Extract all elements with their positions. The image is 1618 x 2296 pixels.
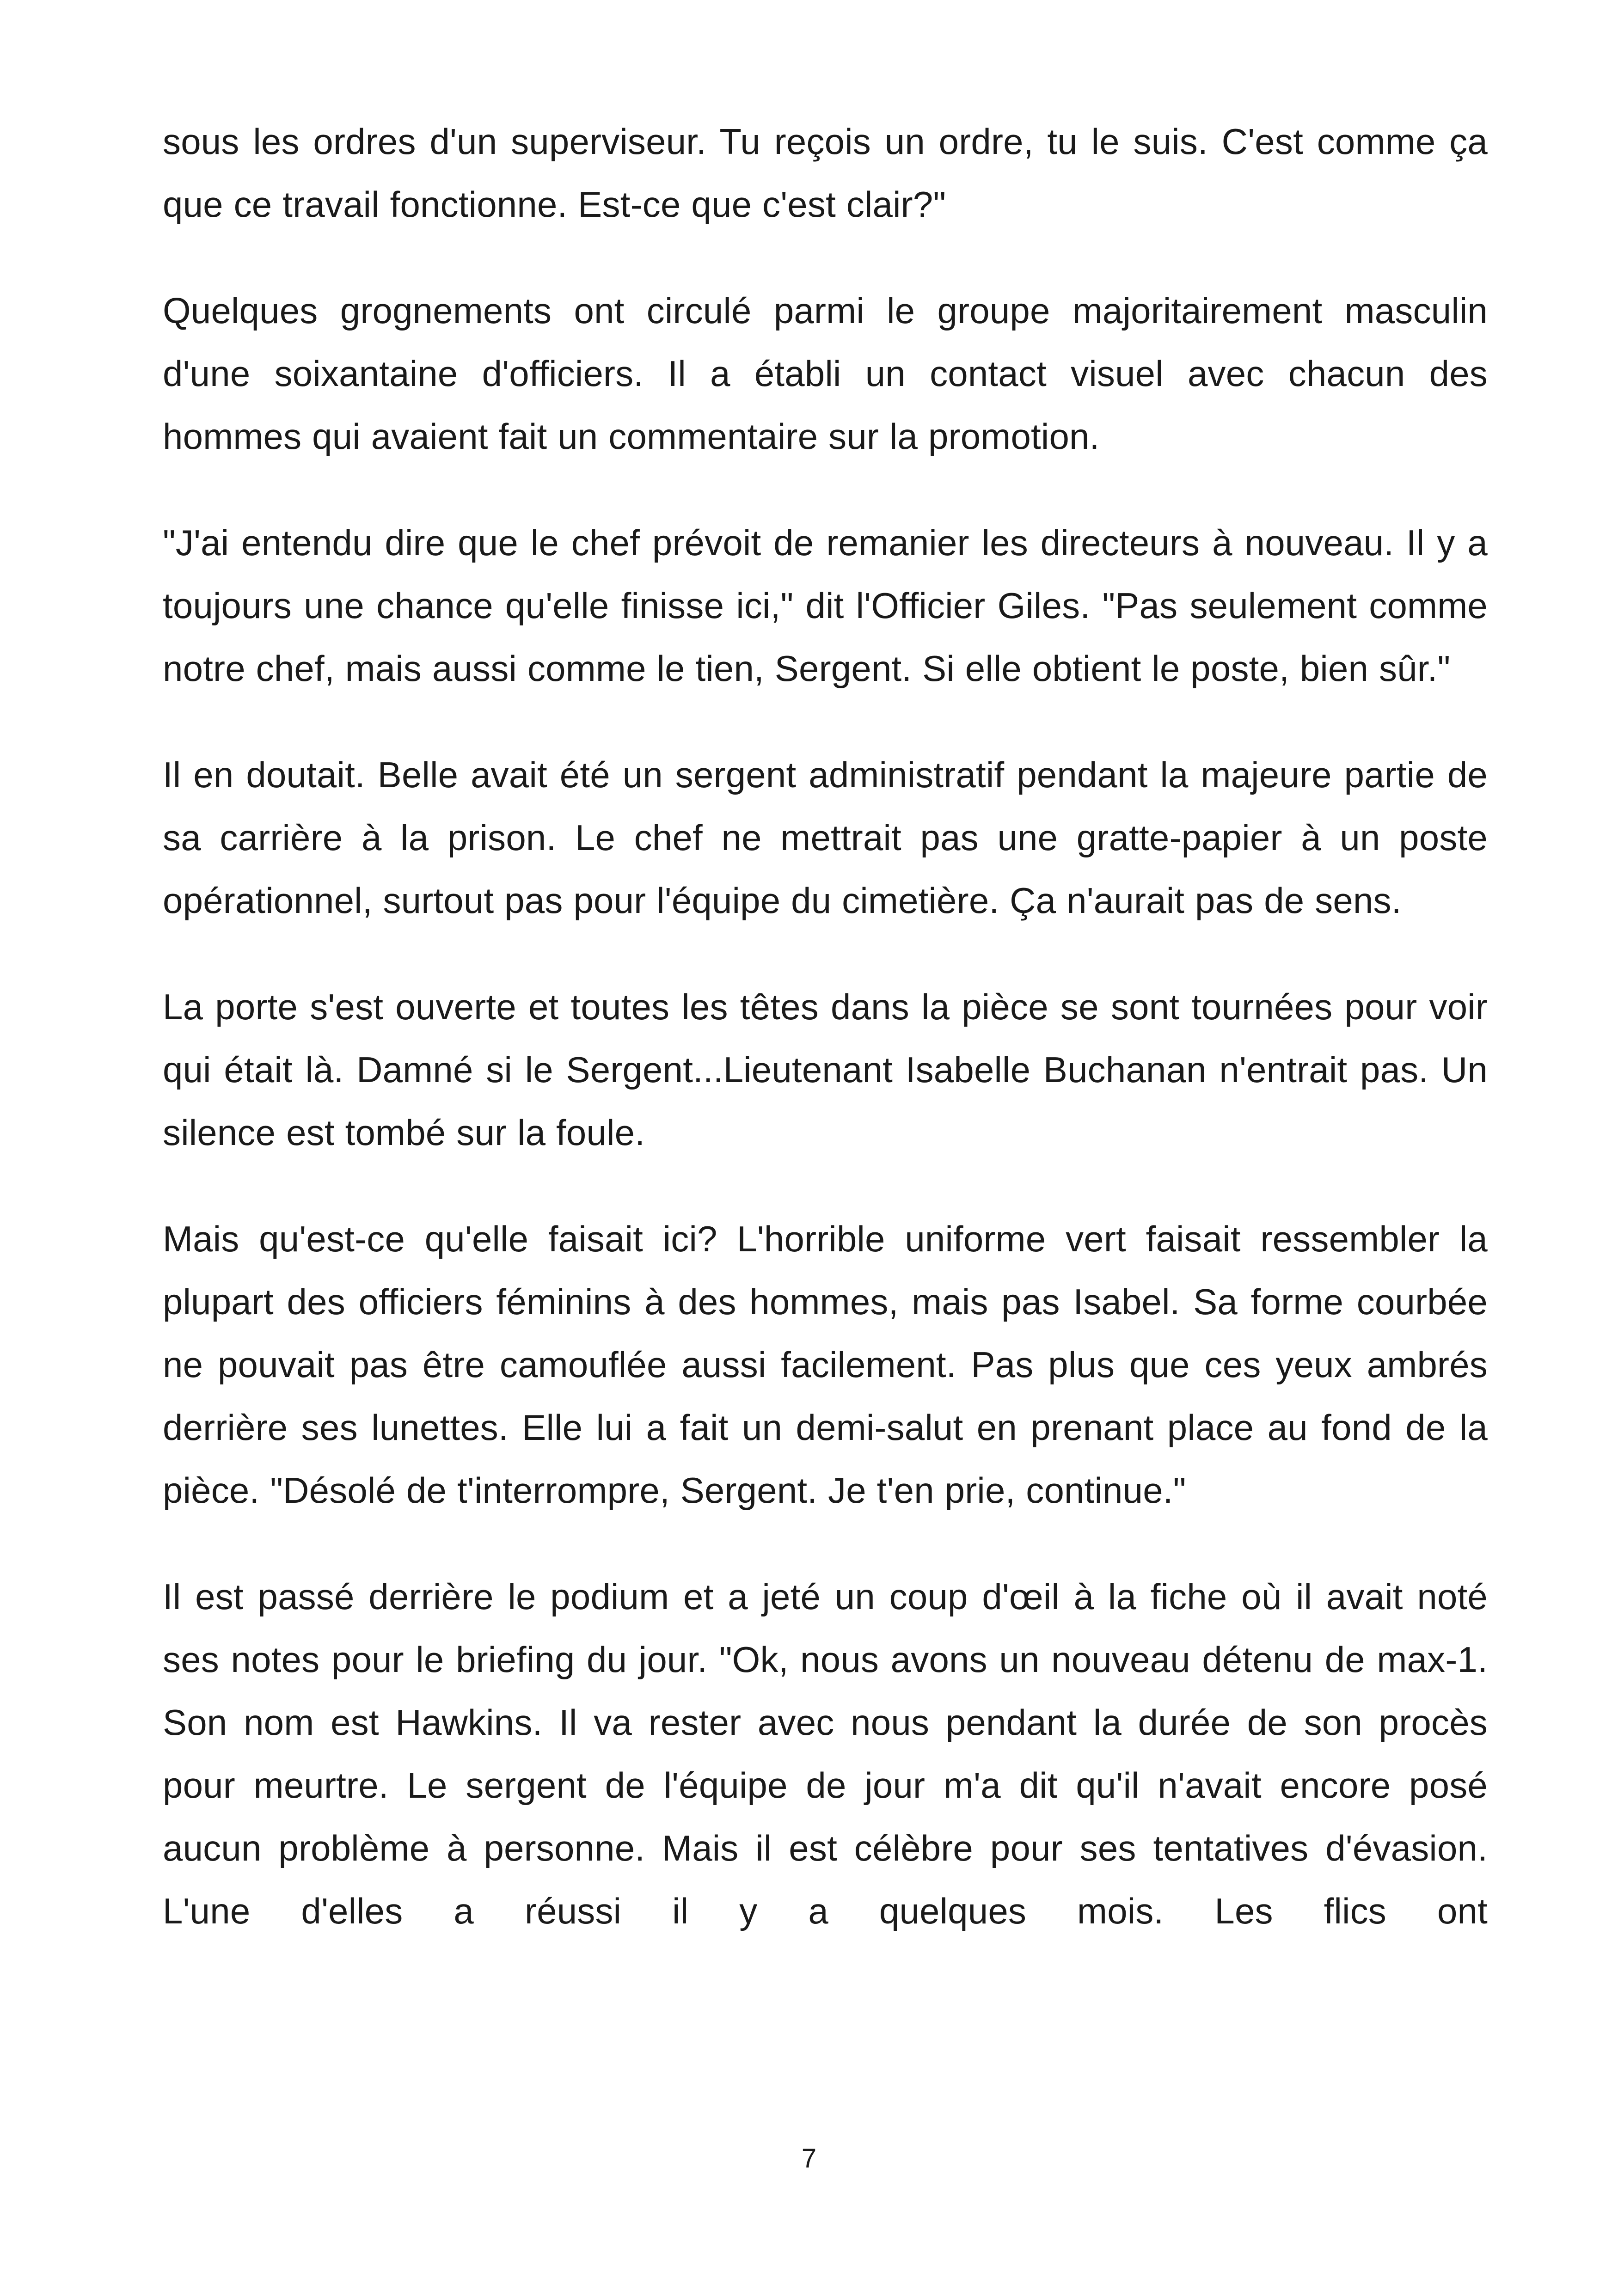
paragraph-5: La porte s'est ouverte et toutes les têtes dans la pièce se sont tournées pour voir qui était là. Damné si le Sergent...Lieutenant Isabelle Buchanan n'entrait pas. Un silence est tombé sur la foule. (163, 986, 1488, 1153)
page-number: 7 (801, 2143, 817, 2174)
paragraph-4: Il en doutait. Belle avait été un sergent administratif pendant la majeure partie de sa carrière à la prison. Le chef ne mettrait pas une gratte-papier à un poste opérationnel, surtout pas pour l'équipe du cimetière. Ça n'aurait pas de sens. (163, 754, 1488, 921)
paragraph-7: Il est passé derrière le podium et a jeté un coup d'œil à la fiche où il avait noté ses notes pour le briefing du jour. "Ok, nous avons un nouveau détenu de max-1. Son nom est Hawkins. Il va rester avec nous pendant la durée de son procès pour meurtre. Le sergent de l'équipe de jour m'a dit qu'il n'avait encore posé aucun problème à personne. Mais il est célèbre pour ses tentatives d'évasion. L'une d'elles a réussi il y a quelques mois. Les flics ont (163, 1576, 1488, 1931)
body-text (163, 110, 1488, 1986)
paragraph-3: "J'ai entendu dire que le chef prévoit de remanier les directeurs à nouveau. Il y a toujours une chance qu'elle finisse ici," dit l'Officier Giles. "Pas seulement comme notre chef, mais aussi comme le tien, Sergent. Si elle obtient le poste, bien sûr." (163, 522, 1488, 689)
paragraph-2: Quelques grognements ont circulé parmi le groupe majoritairement masculin d'une soixantaine d'officiers. Il a établi un contact visuel avec chacun des hommes qui avaient fait un commentaire sur la promotion. (163, 290, 1488, 457)
paragraph-1: sous les ordres d'un superviseur. Tu reçois un ordre, tu le suis. C'est comme ça que ce travail fonctionne. Est-ce que c'est clair?" (163, 121, 1488, 225)
paragraph-6: Mais qu'est-ce qu'elle faisait ici? L'horrible uniforme vert faisait ressembler la plupart des officiers féminins à des hommes, mais pas Isabel. Sa forme courbée ne pouvait pas être camouflée aussi facilement. Pas plus que ces yeux ambrés derrière ses lunettes. Elle lui a fait un demi-salut en prenant place au fond de la pièce. "Désolé de t'interrompre, Sergent. Je t'en prie, continue." (163, 1218, 1488, 1511)
